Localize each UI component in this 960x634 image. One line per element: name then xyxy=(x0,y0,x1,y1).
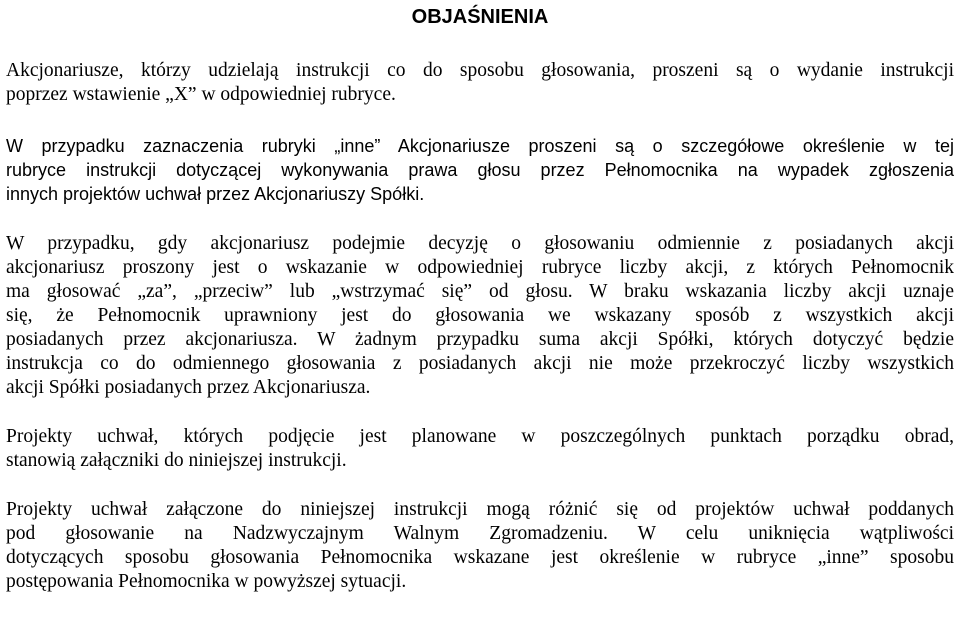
paragraph-line: poprzez wstawienie „X” w odpowiedniej rubryce. xyxy=(6,84,396,105)
paragraph-line: postępowania Pełnomocnika w powyższej sytuacji. xyxy=(6,571,407,592)
paragraph-line: się, że Pełnomocnik uprawniony jest do głosowania we wskazany sposób z wszystkich akcji xyxy=(6,305,954,326)
paragraph-line: W przypadku zaznaczenia rubryki „inne” Akcjonariusze proszeni są o szczegółowe określenie w tej xyxy=(6,136,954,156)
paragraph-line: innych projektów uchwał przez Akcjonariuszy Spółki. xyxy=(6,184,425,204)
paragraph-line: stanowią załączniki do niniejszej instrukcji. xyxy=(6,450,347,471)
paragraph-instructions xyxy=(6,59,954,107)
paragraph-line: W przypadku, gdy akcjonariusz podejmie decyzję o głosowaniu odmiennie z posiadanych akcji xyxy=(6,233,954,254)
paragraph-draft-resolutions xyxy=(6,425,954,473)
paragraph-line: instrukcja co do odmiennego głosowania z posiadanych akcji nie może przekroczyć liczby wszystkich xyxy=(6,353,954,374)
paragraph-resolution-differences xyxy=(6,498,954,594)
paragraph-line: ma głosować „za”, „przeciw” lub „wstrzymać się” od głosu. W braku wskazania liczby akcji uznaje xyxy=(6,281,954,302)
document-page xyxy=(6,0,954,594)
paragraph-line: pod głosowanie na Nadzwyczajnym Walnym Zgromadzeniu. W celu uniknięcia wątpliwości xyxy=(6,523,954,544)
paragraph-line: posiadanych przez akcjonariusza. W żadnym przypadku suma akcji Spółki, których dotyczyć będzie xyxy=(6,329,954,350)
paragraph-line: akcji Spółki posiadanych przez Akcjonariusza. xyxy=(6,377,371,398)
paragraph-line: Projekty uchwał, których podjęcie jest planowane w poszczególnych punktach porządku obrad, xyxy=(6,426,954,447)
paragraph-line: akcjonariusz proszony jest o wskazanie w odpowiedniej rubryce liczby akcji, z których Pełnomocnik xyxy=(6,257,954,278)
paragraph-line: dotyczących sposobu głosowania Pełnomocnika wskazane jest określenie w rubryce „inne” sposobu xyxy=(6,547,954,568)
paragraph-line: rubryce instrukcji dotyczącej wykonywania prawa głosu przez Pełnomocnika na wypadek zgłoszenia xyxy=(6,160,954,180)
paragraph-split-voting xyxy=(6,232,954,400)
paragraph-line: Projekty uchwał załączone do niniejszej instrukcji mogą różnić się od projektów uchwał poddanych xyxy=(6,499,954,520)
paragraph-other-option xyxy=(6,134,954,206)
paragraph-line: Akcjonariusze, którzy udzielają instrukcji co do sposobu głosowania, proszeni są o wydanie instrukcji xyxy=(6,60,954,81)
page-title: OBJAŚNIENIA xyxy=(411,6,549,28)
